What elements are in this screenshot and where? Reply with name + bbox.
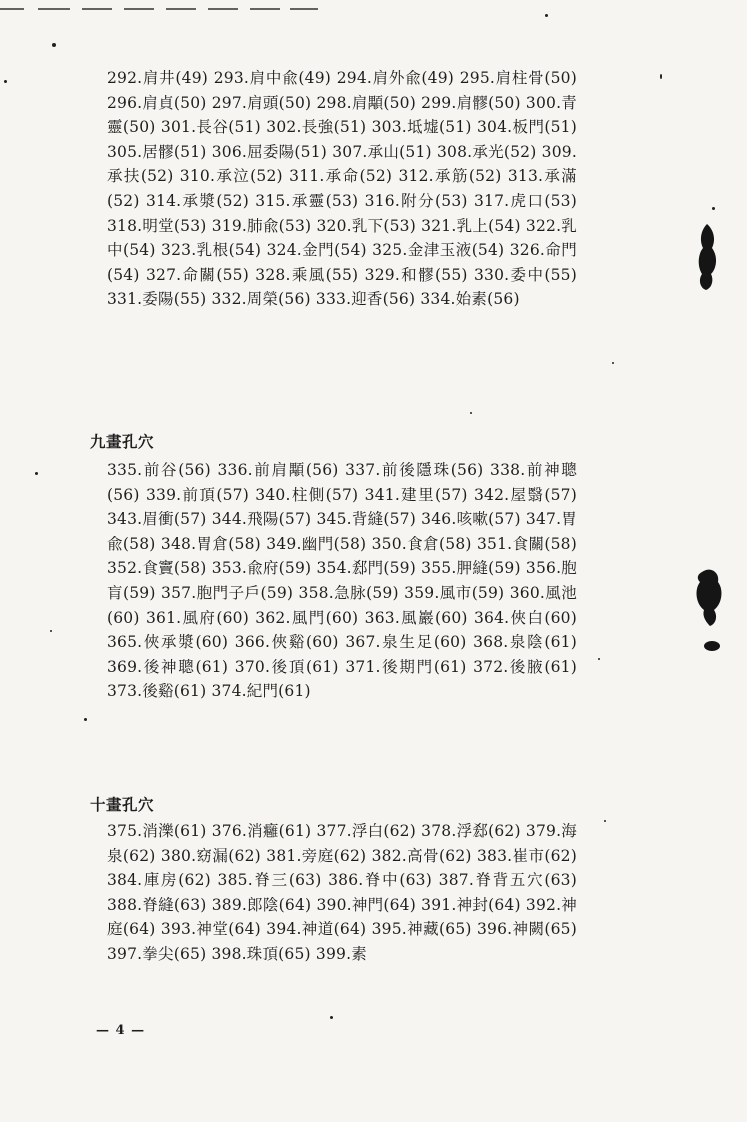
speck [52, 43, 56, 47]
speck [4, 80, 7, 83]
page-number: — 4 — [96, 1023, 146, 1038]
section-heading-ten-strokes: 十畫孔穴 [90, 795, 155, 814]
ink-blot-top-right [694, 222, 720, 292]
section-heading-nine-strokes: 九畫孔穴 [90, 432, 155, 451]
top-dash-rule [0, 0, 340, 14]
speck [612, 362, 614, 364]
speck [330, 1016, 333, 1019]
speck [712, 207, 715, 210]
ink-blot-mid-right [692, 566, 726, 656]
speck [604, 820, 606, 822]
speck [545, 14, 548, 17]
speck [50, 630, 52, 632]
speck [598, 658, 600, 660]
speck [660, 74, 662, 79]
acupoint-list-section-1: 292.肩井(49) 293.肩中兪(49) 294.肩外兪(49) 295.肩柱骨(50) 296.肩貞(50) 297.肩頭(50) 298.肩顒(50) 299.肩髎(50) 300.青靈(50) 301.長谷(51) 302.長強(51) 303.坻墟(51) 304.板門(51) 305.居髎(51) 306.屈委陽(51) 307.承山(51) 308.承光(52) 309.承扶(52) 310.承泣(52) 311.承命(52) 312.承筋(52) 313.承滿(52) 314.承漿(52) 315.承靈(53) 316.附分(53) 317.虎口(53) 318.明堂(53) 319.肺兪(53) 320.乳下(53) 321.乳上(54) 322.乳中(54) 323.乳根(54) 324.金門(54) 325.金津玉液(54) 326.命門(54) 327.命關(55) 328.乘風(55) 329.和髎(55) 330.委中(55) 331.委陽(55) 332.周榮(56) 333.迎香(56) 334.始素(56) [107, 69, 577, 309]
speck [84, 718, 87, 721]
acupoint-list-section-2: 335.前谷(56) 336.前肩顒(56) 337.前後隱珠(56) 338.前神聰(56) 339.前頂(57) 340.柱側(57) 341.建里(57) 342.屋翳(57) 343.眉衝(57) 344.飛陽(57) 345.背縫(57) 346.咳嗽(57) 347.胃兪(58) 348.胃倉(58) 349.幽門(58) 350.食倉(58) 351.食關(58) 352.食竇(58) 353.兪府(59) 354.郄門(59) 355.胛縫(59) 356.胞肓(59) 357.胞門子戶(59) 358.急脉(59) 359.風市(59) 360.風池(60) 361.風府(60) 362.風門(60) 363.風巖(60) 364.俠白(60) 365.俠承漿(60) 366.俠谿(60) 367.泉生足(60) 368.泉陰(61) 369.後神聰(61) 370.後頂(61) 371.後期門(61) 372.後腋(61) 373.後谿(61) 374.紀門(61) [107, 461, 577, 701]
speck [470, 412, 472, 414]
acupoint-list-section-3: 375.消濼(61) 376.消癰(61) 377.浮白(62) 378.浮郄(62) 379.海泉(62) 380.窈漏(62) 381.旁庭(62) 382.高骨(62) 383.崔市(62) 384.庫房(62) 385.脊三(63) 386.脊中(63) 387.脊背五穴(63) 388.脊縫(63) 389.郎陰(64) 390.神門(64) 391.神封(64) 392.神庭(64) 393.神堂(64) 394.神道(64) 395.神藏(65) 396.神闕(65) 397.拳尖(65) 398.珠頂(65) 399.素 [107, 822, 577, 963]
speck [35, 472, 38, 475]
